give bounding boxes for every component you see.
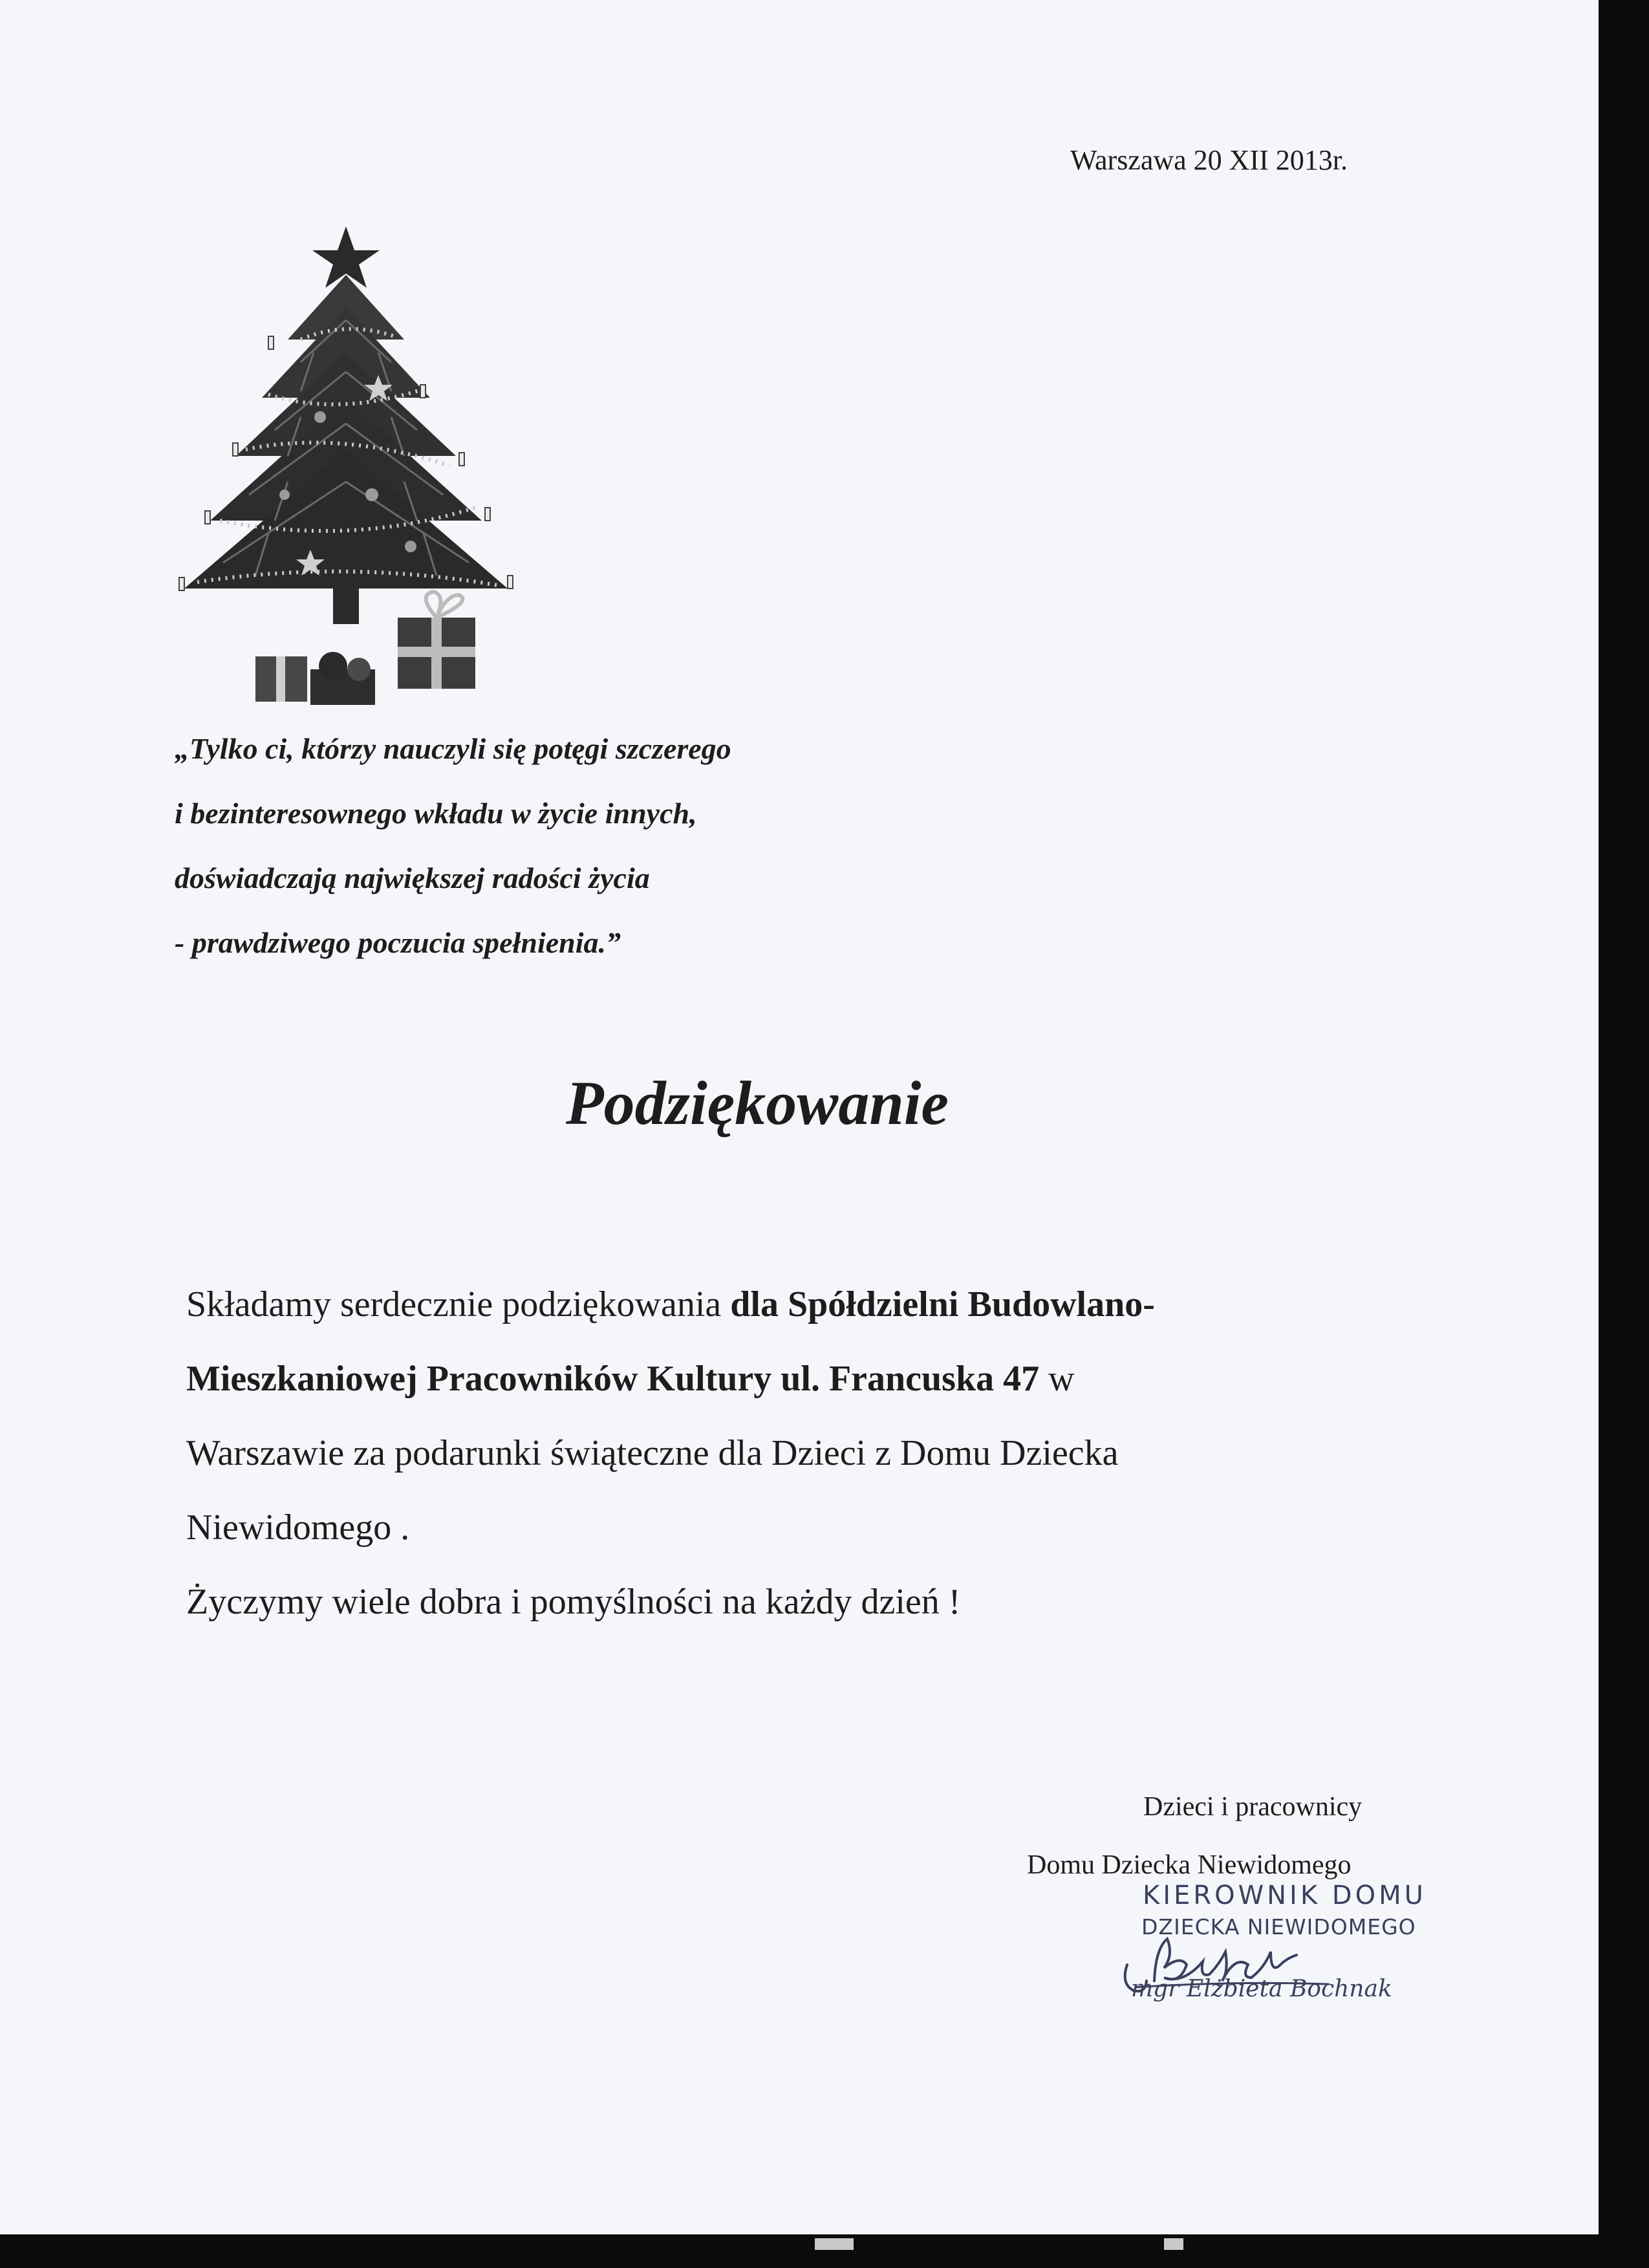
body-line <box>186 1268 1415 1342</box>
body-line: Warszawie za podarunki świąteczne dla Dzieci z Domu Dziecka <box>186 1433 1119 1473</box>
body-text-bold: dla Spółdzielni Budowlano- <box>730 1284 1155 1324</box>
handwritten-signature-icon <box>1122 1926 1419 2016</box>
body-line <box>186 1342 1415 1416</box>
letter-body <box>186 1268 1415 1639</box>
body-line: Niewidomego . <box>186 1507 410 1548</box>
stamp-line: KIEROWNIK DOMU <box>1143 1881 1427 1910</box>
letter-date: Warszawa 20 XII 2013r. <box>1070 144 1348 176</box>
letter-heading: Podziękowanie <box>566 1068 949 1138</box>
body-line: Życzymy wiele dobra i pomyślności na każdy dzień ! <box>186 1582 961 1622</box>
signature-line: Domu Dziecka Niewidomego <box>1027 1850 1352 1880</box>
signature-line: Dzieci i pracownicy <box>1143 1792 1363 1822</box>
quote <box>175 717 1015 975</box>
christmas-tree-with-gifts-icon <box>171 223 521 721</box>
scan-border-bottom <box>0 2234 1649 2268</box>
stamp-line: DZIECKA NIEWIDOMEGO <box>1141 1914 1416 1939</box>
quote-line: doświadczają największej radości życia <box>175 861 650 894</box>
body-text-bold: Mieszkaniowej Pracowników Kultury ul. Francuska 47 <box>186 1359 1040 1399</box>
quote-line: „Tylko ci, którzy nauczyli się potęgi szczerego <box>175 732 731 765</box>
quote-line: - prawdziwego poczucia spełnienia.” <box>175 926 621 959</box>
scan-border-right <box>1599 0 1649 2268</box>
stamp-name: mgr Elżbieta Bochnak <box>1131 1976 1392 2002</box>
body-text-normal: Składamy serdecznie podziękowania <box>186 1284 731 1324</box>
body-text-normal: w <box>1039 1359 1075 1399</box>
quote-line: i bezinteresownego wkładu w życie innych, <box>175 797 697 830</box>
